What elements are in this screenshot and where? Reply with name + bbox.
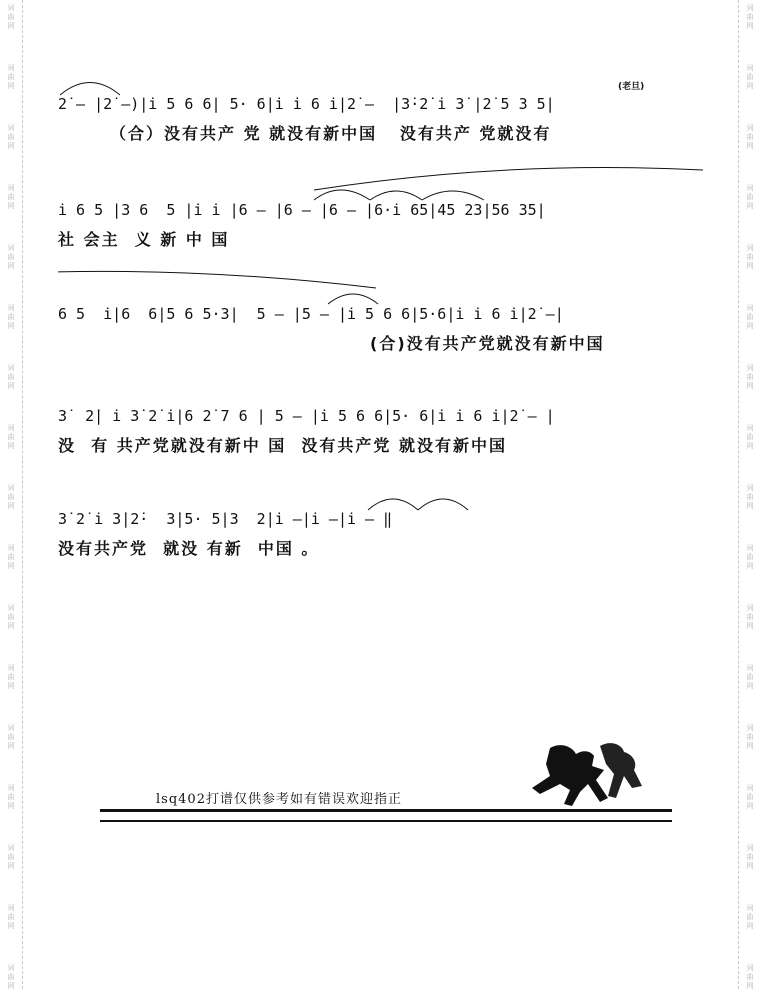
watermark-stamp: 词 曲 网: [7, 724, 15, 750]
slur-arc: [314, 190, 370, 200]
watermark-stamp: 词 曲 网: [7, 904, 15, 930]
watermark-stamp: 词 曲 网: [746, 784, 754, 810]
watermark-stamp: 词 曲 网: [7, 484, 15, 510]
watermark-stamp: 词 曲 网: [7, 364, 15, 390]
notation-line: 3̇ 2̇ i̇ 3̇|2̇· 3̇|5· 5|3 2̇|i̇ –|i̇ –|i̇ – ‖: [58, 510, 393, 528]
slur-arc: [370, 191, 422, 200]
watermark-stamp: 词 曲 网: [7, 64, 15, 90]
score-system-3: [58, 305, 708, 365]
watermark-stamp: 词 曲 网: [7, 424, 15, 450]
watermark-stamp: 词 曲 网: [746, 424, 754, 450]
score-system-4: [58, 407, 708, 467]
watermark-stamp: 词 曲 网: [7, 964, 15, 990]
watermark-stamp: 词 曲 网: [7, 844, 15, 870]
music-score: [58, 0, 708, 600]
score-system-5: [58, 510, 708, 570]
notation-line: 2̇ – |2̇ –)|i̇ 5 6 6| 5· 6|i̇ i̇ 6 i̇|2̇ – |3̇·2̇ i̇ 3̇ |2̇ 5 3 5|: [58, 95, 555, 113]
right-watermark-strip: [738, 0, 761, 989]
tie-line: [58, 271, 376, 288]
watermark-stamp: 词 曲 网: [746, 544, 754, 570]
lyrics-line: 没有共产党 就没 有新 中国 。: [58, 539, 320, 558]
watermark-stamp: 词 曲 网: [7, 184, 15, 210]
watermark-stamp: 词 曲 网: [7, 304, 15, 330]
watermark-stamp: 词 曲 网: [7, 544, 15, 570]
watermark-stamp: 词 曲 网: [746, 664, 754, 690]
watermark-stamp: 词 曲 网: [746, 4, 754, 30]
lyrics-line: （合）没有共产 党 就没有新中国 没有共产 党就没有: [110, 124, 552, 143]
slur-arc: [328, 294, 378, 304]
watermark-stamp: 词 曲 网: [7, 124, 15, 150]
watermark-stamp: 词 曲 网: [7, 784, 15, 810]
watermark-stamp: 词 曲 网: [746, 904, 754, 930]
watermark-stamp: 词 曲 网: [746, 364, 754, 390]
lyrics-line: 没 有 共产党就没有新中 国 没有共产党 就没有新中国: [58, 436, 507, 455]
watermark-stamp: 词 曲 网: [746, 484, 754, 510]
score-system-2: [58, 201, 708, 261]
watermark-stamp: 词 曲 网: [746, 604, 754, 630]
notation-line: i̇ 6 5 |3 6 5 |i̇ i̇ |6 – |6 – |6 – |6·i̇ 65|45 23|56 35|: [58, 201, 546, 219]
watermark-stamp: 词 曲 网: [7, 244, 15, 270]
footer-banner: [100, 740, 675, 830]
slur-arc: [418, 499, 468, 510]
slur-arc: [60, 83, 120, 96]
watermark-stamp: 词 曲 网: [746, 124, 754, 150]
watermark-stamp: 词 曲 网: [746, 64, 754, 90]
watermark-stamp: 词 曲 网: [7, 664, 15, 690]
lyrics-line: 社 会主 义 新 中 国: [58, 230, 230, 249]
score-system-1: [58, 82, 708, 155]
notation-line: 6 5 i̇|6 6|5 6 5·3| 5 – |5 – |i̇ 5 6 6|5·6|i̇ i̇ 6 i̇|2̇ –|: [58, 305, 564, 323]
watermark-stamp: 词 曲 网: [7, 604, 15, 630]
watermark-stamp: 词 曲 网: [746, 724, 754, 750]
watermark-stamp: 词 曲 网: [746, 844, 754, 870]
left-watermark-strip: [0, 0, 23, 989]
slur-arc: [368, 499, 418, 510]
lyrics-line: (合)没有共产党就没有新中国: [370, 334, 605, 353]
watermark-stamp: 词 曲 网: [746, 184, 754, 210]
watermark-stamp: 词 曲 网: [746, 244, 754, 270]
footer-rule-thick: [100, 809, 672, 812]
tie-line: [314, 168, 703, 191]
footer-rule-thin: [100, 820, 672, 822]
dancers-silhouette-icon: [520, 740, 660, 810]
watermark-stamp: 词 曲 网: [746, 304, 754, 330]
notation-line: 3̇ 2̇| i̇ 3̇ 2̇ i̇|6 2̇ 7 6 | 5 – |i̇ 5 6 6|5· 6|i̇ i̇ 6 i̇|2̇ – |: [58, 407, 555, 425]
watermark-stamp: 词 曲 网: [7, 4, 15, 30]
role-annotation: (老旦): [618, 82, 645, 92]
footer-note: lsq402打谱仅供参考如有错误欢迎指正: [156, 792, 402, 807]
watermark-stamp: 词 曲 网: [746, 964, 754, 990]
slur-arc: [422, 191, 484, 200]
